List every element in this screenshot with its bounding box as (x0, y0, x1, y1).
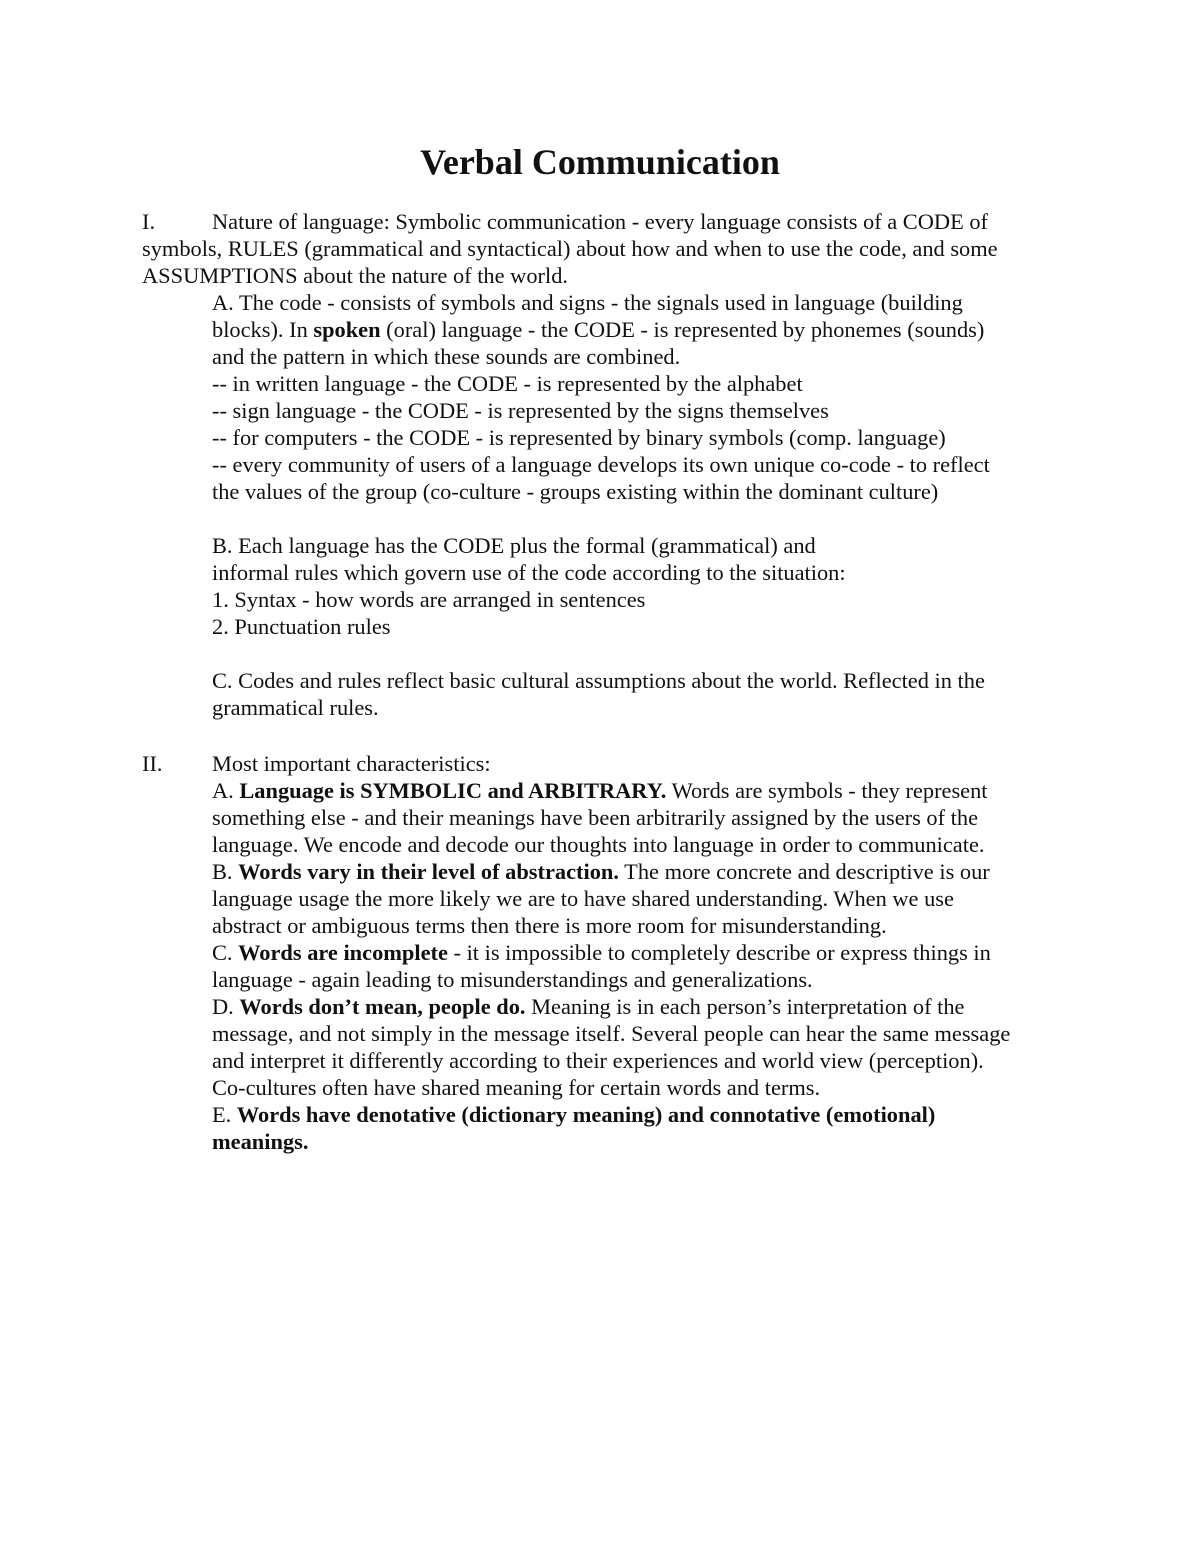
text-line: language. We encode and decode our thoughts into language in order to communicate. (212, 832, 985, 857)
bold-heading: Words don’t mean, people do. (239, 994, 526, 1019)
bold-term-spoken: spoken (313, 317, 381, 342)
text-line: message, and not simply in the message itself. Several people can hear the same message (212, 1021, 1011, 1046)
item-label: E. (212, 1102, 237, 1127)
spacer (142, 640, 1062, 667)
intro-line: Nature of language: Symbolic communication - every language consists of a CODE of (212, 209, 988, 234)
intro-line: symbols, RULES (grammatical and syntactical) about how and when to use the code, and some (142, 236, 998, 261)
bold-heading: Words vary in their level of abstraction. (238, 859, 619, 884)
text-line: language usage the more likely we are to have shared understanding. When we use (212, 886, 954, 911)
text-line: abstract or ambiguous terms then there is more room for misunderstanding. (212, 913, 887, 938)
text-line (212, 316, 1062, 343)
section-2-intro: Most important characteristics: (212, 751, 491, 776)
intro-line: ASSUMPTIONS about the nature of the world. (142, 263, 569, 288)
list-item: 2. Punctuation rules (212, 614, 391, 639)
item-label: A. (212, 778, 240, 803)
text-line: the values of the group (co-culture - groups existing within the dominant culture) (212, 479, 939, 504)
text-run: Meaning is in each person’s interpretation of the (525, 994, 965, 1019)
bold-heading: meanings. (212, 1129, 309, 1154)
item-label: D. (212, 994, 240, 1019)
section-1-intro (142, 208, 1062, 289)
text-line: -- in written language - the CODE - is represented by the alphabet (212, 371, 803, 396)
page-title: Verbal Communication (420, 142, 780, 182)
section-1-subsection-b (212, 532, 1062, 640)
text-line: informal rules which govern use of the code according to the situation: (212, 560, 846, 585)
spacer (142, 505, 1062, 532)
item-a-line (212, 777, 1062, 804)
section-1 (142, 208, 1062, 721)
bold-heading: Words have denotative (dictionary meaning) and connotative (emotional) (236, 1102, 936, 1127)
text-run: The more concrete and descriptive is our (618, 859, 990, 884)
section-1-number: I. (142, 209, 156, 234)
text-run: Words are symbols - they represent (666, 778, 988, 803)
item-label: B. (212, 859, 239, 884)
section-2-number: II. (142, 751, 163, 776)
item-e-line (212, 1128, 1062, 1155)
section-2 (142, 750, 1062, 1155)
item-c-line (212, 939, 1062, 966)
text-line: and interpret it differently according to their experiences and world view (perception). (212, 1048, 984, 1073)
section-1-subsection-a (212, 289, 1062, 505)
text-line: C. Codes and rules reflect basic cultural assumptions about the world. Reflected in the (212, 668, 985, 693)
text-line: -- sign language - the CODE - is represented by the signs themselves (212, 398, 829, 423)
text-line: A. The code - consists of symbols and signs - the signals used in language (building (212, 290, 963, 315)
item-label: C. (212, 940, 239, 965)
item-e-line (212, 1101, 1062, 1128)
bold-heading: Language is SYMBOLIC and ARBITRARY. (239, 778, 667, 803)
list-item: 1. Syntax - how words are arranged in sentences (212, 587, 646, 612)
bold-heading: Words are incomplete (238, 940, 448, 965)
text-line: B. Each language has the CODE plus the formal (grammatical) and (212, 533, 816, 558)
item-d-line (212, 993, 1062, 1020)
item-b-line (212, 858, 1062, 885)
text-line: -- every community of users of a language develops its own unique co-code - to reflect (212, 452, 990, 477)
text-run: (oral) language - the CODE - is represented by phonemes (sounds) (380, 317, 985, 342)
text-line: -- for computers - the CODE - is represented by binary symbols (comp. language) (212, 425, 946, 450)
text-line: grammatical rules. (212, 695, 379, 720)
section-1-subsection-c (212, 667, 1062, 721)
text-line: Co-cultures often have shared meaning for certain words and terms. (212, 1075, 821, 1100)
text-run: blocks). In (212, 317, 314, 342)
text-line: something else - and their meanings have been arbitrarily assigned by the users of the (212, 805, 979, 830)
text-line: and the pattern in which these sounds are combined. (212, 344, 681, 369)
section-2-body (212, 750, 1062, 1155)
text-line: language - again leading to misunderstandings and generalizations. (212, 967, 813, 992)
text-run: - it is impossible to completely describe or express things in (447, 940, 991, 965)
